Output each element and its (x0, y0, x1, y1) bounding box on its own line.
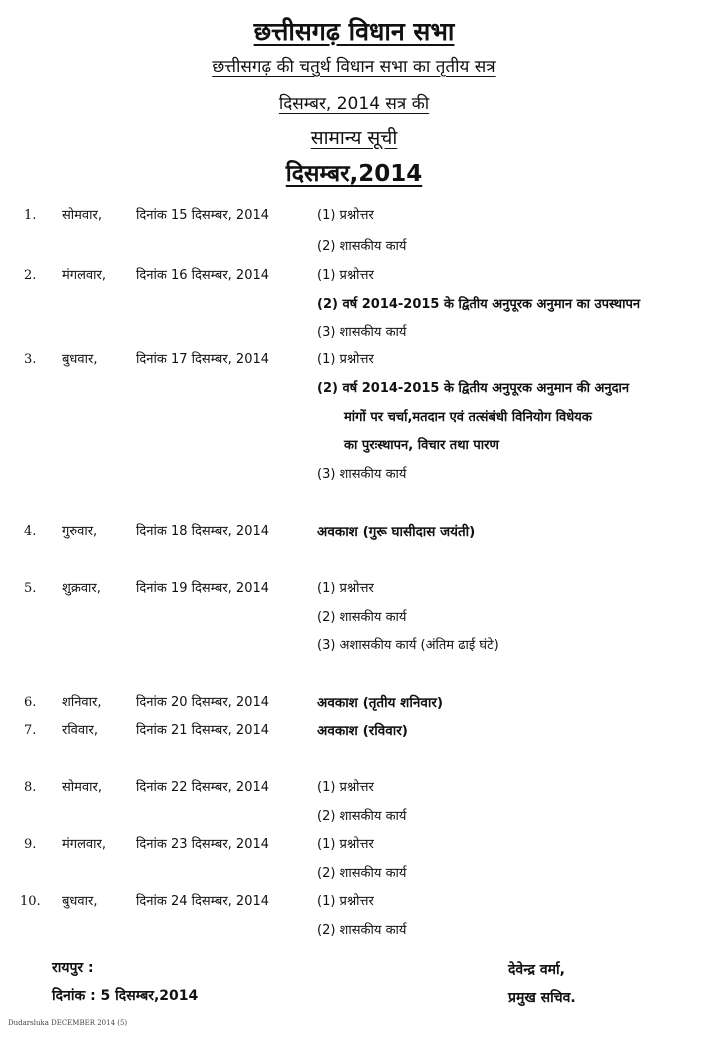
entry-number: 2. (24, 268, 37, 283)
entry-number: 4. (24, 524, 37, 539)
agenda-item: (1) प्रश्नोत्तर (317, 352, 374, 367)
agenda-item-continuation: का पुरःस्थापन, विचार तथा पारण (344, 438, 499, 453)
agenda-item: (2) शासकीय कार्य (317, 866, 407, 881)
agenda-item: (1) प्रश्नोत्तर (317, 581, 374, 596)
entry-number: 5. (24, 581, 37, 596)
entry-date: दिनांक 21 दिसम्बर, 2014 (136, 723, 270, 738)
entry-number: 8. (24, 780, 37, 795)
agenda-item: (1) प्रश्नोत्तर (317, 268, 374, 283)
agenda-item: (2) शासकीय कार्य (317, 923, 407, 938)
entry-date: दिनांक 18 दिसम्बर, 2014 (136, 524, 270, 539)
holiday-label: अवकाश (रविवार) (317, 723, 408, 739)
document-title: छत्तीसगढ़ विधान सभा (253, 17, 455, 46)
agenda-item: (1) प्रश्नोत्तर (317, 780, 374, 795)
entry-number: 7. (24, 723, 37, 738)
holiday-label: अवकाश (तृतीय शनिवार) (317, 695, 444, 711)
agenda-item-continuation: मांगों पर चर्चा,मतदान एवं तत्संबंधी विनियोग विधेयक (344, 410, 592, 425)
entry-date: दिनांक 16 दिसम्बर, 2014 (136, 268, 270, 283)
entry-date: दिनांक 23 दिसम्बर, 2014 (136, 837, 270, 852)
entry-day: शनिवार, (62, 695, 102, 710)
holiday-label: अवकाश (गुरू घासीदास जयंती) (317, 524, 476, 540)
entry-number: 10. (20, 894, 41, 909)
entry-day: बुधवार, (62, 352, 98, 367)
entry-day: मंगलवार, (62, 268, 106, 283)
entry-date: दिनांक 24 दिसम्बर, 2014 (136, 894, 270, 909)
entry-date: दिनांक 20 दिसम्बर, 2014 (136, 695, 270, 710)
agenda-item: (3) अशासकीय कार्य (अंतिम ढाई घंटे) (317, 638, 499, 653)
agenda-item: (3) शासकीय कार्य (317, 325, 407, 340)
entry-day: बुधवार, (62, 894, 98, 909)
agenda-item: (1) प्रश्नोत्तर (317, 894, 374, 909)
agenda-item: (1) प्रश्नोत्तर (317, 208, 374, 223)
agenda-item: (2) शासकीय कार्य (317, 239, 407, 254)
entry-number: 9. (24, 837, 37, 852)
agenda-item: (2) शासकीय कार्य (317, 809, 407, 824)
signatory-name: देवेन्द्र वर्मा, (508, 962, 565, 978)
entry-date: दिनांक 17 दिसम्बर, 2014 (136, 352, 270, 367)
issue-date: दिनांक : 5 दिसम्बर,2014 (52, 988, 199, 1004)
entry-date: दिनांक 19 दिसम्बर, 2014 (136, 581, 270, 596)
place-label: रायपुर : (52, 960, 94, 976)
agenda-item: (2) वर्ष 2014-2015 के द्वितीय अनुपूरक अनुमान की अनुदान (317, 381, 630, 396)
session-line: दिसम्बर, 2014 सत्र की (278, 94, 430, 114)
agenda-item: (1) प्रश्नोत्तर (317, 837, 374, 852)
agenda-item: (2) वर्ष 2014-2015 के द्वितीय अनुपूरक अनुमान का उपस्थापन (317, 297, 641, 312)
entry-day: गुरुवार, (62, 524, 98, 539)
entry-day: शुक्रवार, (62, 581, 101, 596)
agenda-item: (2) शासकीय कार्य (317, 610, 407, 625)
agenda-item: (3) शासकीय कार्य (317, 467, 407, 482)
entry-date: दिनांक 22 दिसम्बर, 2014 (136, 780, 270, 795)
entry-day: रविवार, (62, 723, 98, 738)
signatory-designation: प्रमुख सचिव. (508, 990, 576, 1006)
file-reference: Dudarsluka DECEMBER 2014 (5) (8, 1019, 128, 1027)
month-heading: दिसम्बर,2014 (285, 161, 423, 187)
entry-date: दिनांक 15 दिसम्बर, 2014 (136, 208, 270, 223)
entry-number: 1. (24, 208, 37, 223)
entry-number: 6. (24, 695, 37, 710)
entry-day: सोमवार, (62, 780, 102, 795)
entry-day: मंगलवार, (62, 837, 106, 852)
document-subtitle: छत्तीसगढ़ की चतुर्थ विधान सभा का तृतीय सत्र (212, 57, 496, 77)
entry-number: 3. (24, 352, 37, 367)
list-name: सामान्य सूची (310, 127, 398, 149)
entry-day: सोमवार, (62, 208, 102, 223)
